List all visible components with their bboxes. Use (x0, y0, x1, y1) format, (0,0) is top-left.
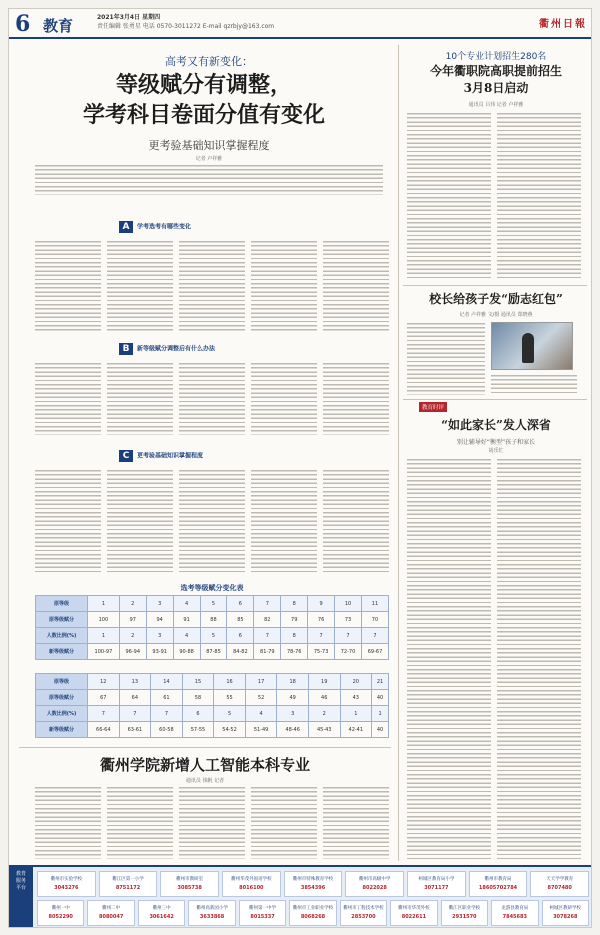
table-cell: 70 (361, 612, 388, 628)
grade-table-part2 (35, 673, 389, 738)
bottom-col2 (107, 787, 173, 859)
table-cell: 72-70 (335, 644, 362, 660)
table-cell: 13 (119, 674, 151, 690)
main-headline-line1: 等级赋分有调整， (115, 72, 292, 98)
grade-table-title: 选考等级赋分变化表 (180, 584, 244, 592)
table-cell: 15 (182, 674, 214, 690)
table-cell: 4 (245, 706, 277, 722)
table-cell: 7 (151, 706, 183, 722)
table-cell: 81-79 (254, 644, 281, 660)
table-cell: 20 (340, 674, 372, 690)
ad-phone: 3043276 (54, 885, 79, 891)
right-top-kicker: 10个专业计划招生280名 (445, 52, 547, 62)
ad-item (138, 900, 185, 926)
table-cell: 11 (361, 596, 388, 612)
ad-name: 衢州市教研室 (176, 877, 204, 882)
ad-name: 衢州市实验学校 (50, 877, 83, 882)
section-c-title: 更考验基础知识掌握程度 (137, 452, 204, 460)
table-cell: 7 (335, 628, 362, 644)
bottom-byline: 通讯员 钱帆 记者 (185, 778, 225, 784)
table-cell: 3 (277, 706, 309, 722)
ad-item (289, 900, 336, 926)
section-divider (403, 399, 587, 400)
table-cell: 19 (308, 674, 340, 690)
table-cell: 49 (277, 690, 309, 706)
section-a-col5 (323, 241, 389, 331)
section-a-col1 (35, 241, 101, 331)
table-cell: 93-91 (146, 644, 173, 660)
right-mid-col2 (491, 375, 577, 395)
section-c-heading (119, 450, 203, 462)
ad-name: 衢州市工业职业学校 (292, 906, 334, 911)
ad-phone: 3854396 (300, 885, 326, 891)
main-kicker: 高考又有新变化： (165, 55, 253, 68)
main-subtitle: 更考验基础知识掌握程度 (148, 139, 270, 152)
column-divider (398, 45, 399, 861)
section-b-col5 (323, 363, 389, 435)
table-cell: 3 (146, 628, 173, 644)
ad-side-text: 教育服务平台 (16, 871, 27, 891)
right-mid-col1 (407, 323, 485, 395)
table-cell: 96-94 (119, 644, 146, 660)
section-c-col4 (251, 470, 317, 574)
table-cell: 4 (173, 628, 200, 644)
ad-item (37, 900, 84, 926)
row-label: 原等级赋分 (36, 690, 88, 706)
section-a-col2 (107, 241, 173, 331)
row-label: 原等级 (36, 596, 88, 612)
table-cell: 82 (254, 612, 281, 628)
table-cell: 6 (182, 706, 214, 722)
table-cell: 63-61 (119, 722, 151, 738)
ad-phone: 3078268 (553, 914, 578, 920)
table-cell: 58 (182, 690, 214, 706)
section-a-title: 学考选考有哪些变化 (137, 223, 192, 231)
table-cell: 85 (227, 612, 254, 628)
section-c-col5 (323, 470, 389, 574)
section-c-col2 (107, 470, 173, 574)
table-row (36, 628, 389, 644)
ad-item (188, 900, 235, 926)
table-cell: 5 (200, 596, 227, 612)
ad-name: 衢州一中 (51, 906, 70, 911)
ad-phone: 2853700 (351, 914, 376, 920)
table-cell: 17 (245, 674, 277, 690)
right-top-byline: 通讯员 吕伟 记者 卢祥雅 (468, 102, 524, 108)
table-row (36, 674, 389, 690)
table-row (36, 644, 389, 660)
ad-phone: 8068268 (300, 914, 326, 920)
table-cell: 76 (308, 612, 335, 628)
ad-name: 衢州三中 (152, 906, 171, 911)
ad-name: 衢州市工程技术学校 (343, 906, 384, 911)
ad-phone: 8052290 (48, 914, 73, 920)
ad-row-2 (37, 900, 589, 926)
table-cell: 5 (214, 706, 246, 722)
ad-phone: 18605702784 (478, 885, 518, 891)
page-number: 6 (15, 11, 31, 37)
section-c-mark: C (119, 450, 133, 462)
ad-phone: 8707480 (547, 885, 572, 891)
row-label: 人数比例(%) (36, 628, 88, 644)
right-top-col2 (497, 113, 581, 279)
table-cell: 75-73 (308, 644, 335, 660)
table-cell: 7 (308, 628, 335, 644)
ad-phone: 8015337 (250, 914, 275, 920)
right-low-col2 (497, 459, 581, 859)
ad-phone: 3633868 (199, 914, 225, 920)
table-cell: 43 (340, 690, 372, 706)
table-cell: 100-97 (88, 644, 120, 660)
table-cell: 45-43 (308, 722, 340, 738)
table-cell: 40 (372, 722, 389, 738)
section-b-heading (119, 343, 215, 355)
ad-item (542, 900, 589, 926)
section-divider (19, 747, 391, 748)
masthead-meta (97, 13, 317, 31)
table-cell: 7 (254, 628, 281, 644)
table-cell: 91 (173, 612, 200, 628)
table-row (36, 722, 389, 738)
ad-name: 衢江区第一小学 (112, 877, 144, 882)
ad-phone: 3061642 (149, 914, 174, 920)
section-b-col2 (107, 363, 173, 435)
ad-phone: 2931570 (452, 914, 477, 920)
ad-item (160, 871, 219, 897)
table-cell: 1 (88, 596, 120, 612)
right-low-headline: “如此家长”发人深省 (441, 418, 551, 432)
main-headline-line2: 学考科目卷面分值有变化 (82, 102, 325, 128)
section-a-col4 (251, 241, 317, 331)
table-cell: 1 (88, 628, 120, 644)
table-cell: 4 (173, 596, 200, 612)
table-cell: 66-64 (88, 722, 120, 738)
right-mid-byline: 记者 卢祥雅 文/摄 通讯员 郑晓燕 (459, 312, 533, 318)
main-byline: 记者 卢祥雅 (195, 156, 223, 162)
table-cell: 51-49 (245, 722, 277, 738)
table-cell: 69-67 (361, 644, 388, 660)
table-cell: 1 (372, 706, 389, 722)
right-low-col1 (407, 459, 491, 859)
ad-item (284, 871, 343, 897)
table-cell: 9 (308, 596, 335, 612)
ad-name: 柯城区教育局小学 (418, 877, 455, 882)
ad-item (37, 871, 96, 897)
ad-name: 衢州市华茂外校 (398, 906, 430, 911)
table-cell: 7 (254, 596, 281, 612)
ad-name: 龙游县教育局 (501, 906, 529, 911)
photo-figure (522, 333, 534, 363)
ad-item (407, 871, 466, 897)
table-cell: 88 (200, 612, 227, 628)
section-c-col1 (35, 470, 101, 574)
table-cell: 6 (227, 628, 254, 644)
table-cell: 7 (88, 706, 120, 722)
table-cell: 46 (308, 690, 340, 706)
masthead-date: 2021年3月4日 星期四 (97, 14, 161, 21)
table-row (36, 690, 389, 706)
table-cell: 8 (281, 628, 308, 644)
right-top-col1 (407, 113, 491, 279)
row-label: 原等级赋分 (36, 612, 88, 628)
ad-row-1 (37, 871, 589, 897)
ad-name: 衢州市高级中学 (358, 877, 391, 882)
bottom-col3 (179, 787, 245, 859)
news-photo (491, 322, 573, 370)
ad-name: 衢州华茂外国语学校 (231, 877, 272, 882)
table-cell: 2 (119, 596, 146, 612)
ad-name: 柯城区教研学校 (549, 906, 581, 911)
ad-name: 衢州第一中学 (249, 906, 277, 911)
ad-name: 衢州市特殊教育学校 (292, 877, 334, 882)
ad-phone: 8080047 (99, 914, 124, 920)
table-cell: 90-88 (173, 644, 200, 660)
table-cell: 42-41 (340, 722, 372, 738)
table-cell: 2 (119, 628, 146, 644)
ad-name: 天天学学教育 (546, 877, 574, 882)
section-name: 教育 (43, 17, 74, 35)
table-cell: 10 (335, 596, 362, 612)
bottom-col4 (251, 787, 317, 859)
newspaper-logo: 衢州日報 (539, 19, 587, 30)
table-cell: 61 (151, 690, 183, 706)
right-low-subtitle: 别让辅导好“衡型”孩子和家长 (456, 439, 536, 446)
grade-table-part1 (35, 595, 389, 660)
section-c-col3 (179, 470, 245, 574)
ad-item (390, 900, 437, 926)
ad-phone: 7845683 (502, 914, 527, 920)
table-cell: 40 (372, 690, 389, 706)
table-cell: 100 (88, 612, 120, 628)
row-label: 人数比例(%) (36, 706, 88, 722)
table-cell: 73 (335, 612, 362, 628)
ad-phone: 3085738 (177, 885, 202, 891)
section-b-mark: B (119, 343, 133, 355)
table-cell: 3 (146, 596, 173, 612)
section-a-heading (119, 221, 191, 233)
ad-name: 衢州二中 (102, 906, 121, 911)
lead-paragraph (35, 165, 383, 195)
table-cell: 64 (119, 690, 151, 706)
ad-strip (9, 865, 592, 928)
right-mid-headline: 校长给孩子发“励志红包” (429, 292, 563, 306)
ad-item (99, 871, 158, 897)
table-cell: 7 (119, 706, 151, 722)
ad-item (222, 871, 281, 897)
table-cell: 14 (151, 674, 183, 690)
ad-item (87, 900, 134, 926)
table-row (36, 596, 389, 612)
table-cell: 55 (214, 690, 246, 706)
section-divider (403, 285, 587, 286)
bottom-col5 (323, 787, 389, 859)
table-cell: 78-76 (281, 644, 308, 660)
ad-phone: 8022028 (362, 885, 387, 891)
ad-phone: 8016100 (239, 885, 264, 891)
ad-name: 衢州市教育局 (484, 877, 512, 882)
table-cell: 97 (119, 612, 146, 628)
table-cell: 16 (214, 674, 246, 690)
right-top-headline-line1: 今年衢职院高职提前招生 (429, 64, 562, 78)
table-cell: 57-55 (182, 722, 214, 738)
table-cell: 1 (340, 706, 372, 722)
section-b-col3 (179, 363, 245, 435)
table-cell: 5 (200, 628, 227, 644)
ad-item (491, 900, 538, 926)
ad-phone: 8022611 (401, 914, 427, 920)
masthead (9, 9, 592, 39)
table-row (36, 612, 389, 628)
ad-name: 衢江区职业学校 (448, 906, 481, 911)
ad-item (469, 871, 528, 897)
ad-item (340, 900, 387, 926)
ad-side-label (9, 867, 33, 928)
right-top-headline-line2: 3月8日启动 (463, 81, 529, 95)
section-b-col4 (251, 363, 317, 435)
section-b-col1 (35, 363, 101, 435)
table-cell: 8 (281, 596, 308, 612)
table-cell: 18 (277, 674, 309, 690)
masthead-editor: 责任编辑 张勇星 电话 0570-3011272 E-mail qzrbjy@163.com (97, 23, 275, 30)
table-cell: 2 (308, 706, 340, 722)
ad-item (530, 871, 589, 897)
table-cell: 21 (372, 674, 389, 690)
row-label: 新等级赋分 (36, 722, 88, 738)
ad-phone: 3071177 (424, 885, 449, 891)
table-cell: 7 (361, 628, 388, 644)
bottom-headline: 衢州学院新增人工智能本科专业 (99, 756, 310, 774)
ad-item (345, 871, 404, 897)
commentary-tag: 教育时评 (419, 402, 447, 412)
table-cell: 52 (245, 690, 277, 706)
row-label: 新等级赋分 (36, 644, 88, 660)
table-cell: 48-46 (277, 722, 309, 738)
row-label: 原等级 (36, 674, 88, 690)
table-cell: 6 (227, 596, 254, 612)
table-row (36, 706, 389, 722)
ad-name: 衢州高新园小学 (196, 906, 228, 911)
ad-phone: 8751172 (115, 885, 141, 891)
table-cell: 54-52 (214, 722, 246, 738)
table-cell: 67 (88, 690, 120, 706)
ad-item (239, 900, 286, 926)
right-low-byline: 胡乐忙 (488, 448, 504, 454)
newspaper-page (8, 8, 592, 928)
table-cell: 12 (88, 674, 120, 690)
table-cell: 60-58 (151, 722, 183, 738)
section-a-col3 (179, 241, 245, 331)
bottom-col1 (35, 787, 101, 859)
section-b-title: 新等级赋分调整后有什么办法 (137, 345, 216, 353)
table-cell: 87-85 (200, 644, 227, 660)
section-a-mark: A (119, 221, 133, 233)
ad-item (441, 900, 488, 926)
table-cell: 94 (146, 612, 173, 628)
table-cell: 79 (281, 612, 308, 628)
table-cell: 84-82 (227, 644, 254, 660)
